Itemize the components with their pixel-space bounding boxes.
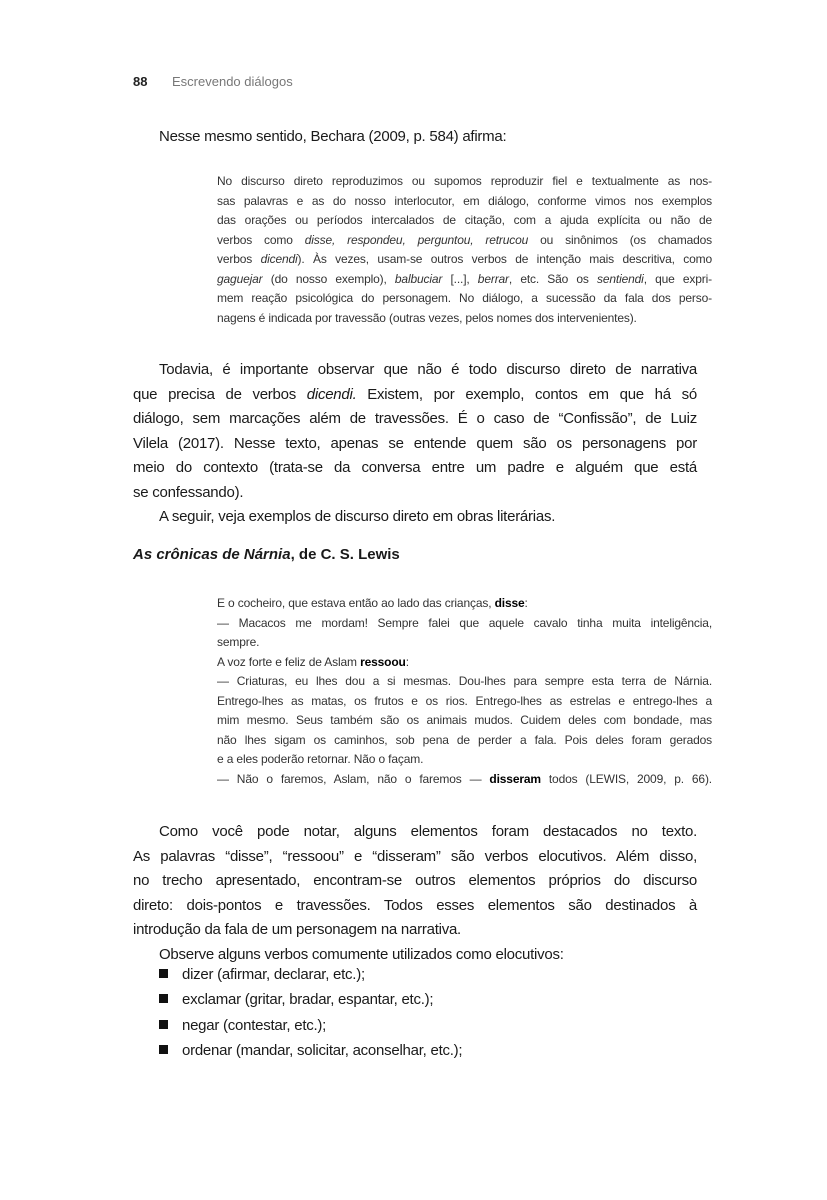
text-line	[133, 456, 697, 481]
text-run: ). Às vezes, usam-se outros verbos de intenção mais descritiva, como	[297, 252, 712, 266]
text-run: Vilela (2017). Nesse texto, apenas se entende quem são os personagens por	[133, 434, 697, 452]
text-line	[217, 211, 712, 231]
text-run: no trecho apresentado, encontram-se outros elementos próprios do discurso	[133, 872, 697, 889]
text-line	[133, 894, 697, 919]
page-number: 88	[133, 74, 148, 89]
bold-run: ressoou	[360, 654, 406, 669]
text-line	[133, 820, 697, 845]
text-run: mim mesmo. Seus também são os animais mudos. Cuidem deles com bondade, mas	[217, 713, 712, 727]
square-bullet-icon	[159, 1045, 168, 1054]
text-line	[217, 653, 712, 673]
italic-run: sentiendi	[597, 271, 644, 286]
text-run: A seguir, veja exemplos de discurso direto em obras literárias.	[159, 508, 556, 525]
text-run: direto: dois-pontos e travessões. Todos esses elementos são destinados à	[133, 896, 697, 914]
square-bullet-icon	[159, 994, 168, 1003]
bold-run: disseram	[489, 771, 541, 786]
italic-run: dicendi.	[306, 385, 357, 403]
book-title: As crônicas de Nárnia	[133, 546, 291, 563]
text-line	[217, 614, 712, 634]
text-run: :	[524, 596, 528, 610]
text-line	[133, 918, 697, 943]
text-line	[217, 594, 712, 614]
text-line	[133, 845, 697, 870]
text-run: — Macacos me mordam! Sempre falei que aquele cavalo tinha muita inteligência,	[217, 615, 712, 630]
text-run: nagens é indicada por travessão (outras vezes, pelos nomes dos intervenientes).	[217, 310, 637, 325]
bullet-text: ordenar (mandar, solicitar, aconselhar, etc.);	[182, 1041, 463, 1059]
italic-run: dicendi	[260, 252, 298, 266]
text-run: se confessando).	[133, 483, 244, 501]
text-run: introdução da fala de um personagem na narrativa.	[133, 921, 461, 938]
bullet-text: negar (contestar, etc.);	[182, 1016, 327, 1034]
bullet-item	[159, 1042, 462, 1059]
text-line	[133, 432, 697, 457]
body-paragraph	[133, 125, 697, 150]
text-run: A voz forte e feliz de Aslam	[217, 654, 361, 669]
book-author: , de C. S. Lewis	[290, 546, 400, 563]
section-heading	[133, 546, 400, 563]
square-bullet-icon	[159, 969, 168, 978]
text-line	[217, 770, 712, 790]
text-line	[217, 692, 712, 712]
text-line	[133, 869, 697, 894]
text-run: Entrego-lhes as matas, os frutos e os rios. Entrego-lhes as estrelas e entrego-lhes a	[217, 693, 712, 708]
text-run: — Criaturas, eu lhes dou a si mesmas. Dou-lhes para sempre esta terra de Nárnia.	[217, 674, 712, 688]
text-run: , etc. São os	[508, 271, 597, 286]
text-run: meio do contexto (trata-se da conversa entre um padre e alguém que está	[133, 459, 697, 476]
block-quote	[217, 594, 712, 789]
text-run: não lhes sigam os caminhos, sob pena de perder a fala. Pois deles foram gerados	[217, 732, 712, 747]
text-run: Como você pode notar, alguns elementos foram destacados no texto.	[159, 823, 697, 840]
text-line	[217, 633, 712, 653]
text-run: que precisa de verbos	[133, 385, 307, 403]
text-line	[133, 383, 697, 408]
text-line	[217, 270, 712, 290]
text-run: mem reação psicológica do personagem. No diálogo, a sucessão da fala dos perso-	[217, 291, 712, 305]
square-bullet-icon	[159, 1020, 168, 1029]
text-run: No discurso direto reproduzimos ou supomos reproduzir fiel e textualmente as nos-	[217, 174, 712, 188]
text-run: :	[405, 654, 409, 669]
text-run: verbos como	[217, 232, 305, 247]
text-line	[133, 358, 697, 383]
text-run: Todavia, é importante observar que não é todo discurso direto de narrativa	[159, 361, 697, 378]
text-line	[217, 250, 712, 270]
text-run: Existem, por exemplo, contos em que há só	[356, 385, 697, 403]
text-run: e a eles poderão retornar. Não o façam.	[217, 752, 424, 766]
italic-run: disse, respondeu, perguntou, retrucou	[304, 232, 529, 247]
text-line	[133, 125, 697, 150]
text-line	[217, 731, 712, 751]
text-run: Observe alguns verbos comumente utilizados como elocutivos:	[159, 945, 564, 963]
text-run: As palavras “disse”, “ressoou” e “disseram” são verbos elocutivos. Além disso,	[133, 847, 697, 865]
text-line	[217, 192, 712, 212]
text-line	[217, 309, 712, 329]
text-run: (do nosso exemplo),	[262, 271, 395, 286]
italic-run: balbuciar	[394, 271, 443, 286]
text-run: , que expri-	[643, 271, 712, 286]
text-line	[133, 407, 697, 432]
text-line	[217, 172, 712, 192]
italic-run: gaguejar	[217, 271, 263, 286]
bullet-item	[159, 991, 433, 1008]
text-line	[217, 672, 712, 692]
text-run: diálogo, sem marcações além de travessões. É o caso de “Confissão”, de Luiz	[133, 410, 697, 427]
text-line	[133, 505, 697, 530]
text-run: verbos	[217, 252, 261, 266]
bullet-item	[159, 966, 365, 983]
italic-run: berrar	[477, 271, 509, 286]
body-paragraph	[133, 358, 697, 530]
text-line	[133, 481, 697, 506]
text-line	[217, 750, 712, 770]
text-run: — Não o faremos, Aslam, não o faremos —	[217, 771, 490, 786]
text-run: ou sinônimos (os chamados	[528, 232, 713, 247]
text-run: Nesse mesmo sentido, Bechara (2009, p. 584) afirma:	[159, 128, 507, 145]
text-line	[217, 289, 712, 309]
text-run: sempre.	[217, 635, 260, 649]
bullet-text: exclamar (gritar, bradar, espantar, etc.);	[182, 991, 434, 1009]
text-line	[133, 943, 697, 968]
text-run: E o cocheiro, que estava então ao lado das crianças,	[217, 596, 495, 610]
body-paragraph	[133, 820, 697, 967]
bold-run: disse	[494, 596, 525, 610]
block-quote	[217, 172, 712, 328]
bullet-text: dizer (afirmar, declarar, etc.);	[182, 966, 365, 983]
text-run: das orações ou períodos intercalados de citação, com a ajuda explícita ou não de	[217, 213, 712, 227]
text-run: sas palavras e as do nosso interlocutor, em diálogo, conforme vimos nos exemplos	[217, 193, 712, 208]
text-run: todos (LEWIS, 2009, p. 66).	[540, 771, 712, 786]
text-line	[217, 231, 712, 251]
text-run: [...],	[442, 271, 478, 286]
text-line	[217, 711, 712, 731]
bullet-item	[159, 1017, 326, 1034]
running-head: Escrevendo diálogos	[172, 74, 293, 89]
